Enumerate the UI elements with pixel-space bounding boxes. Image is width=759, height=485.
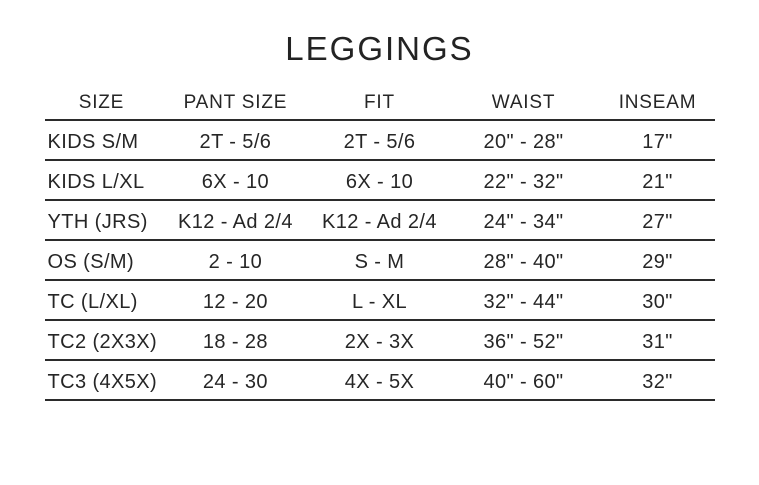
table-row xyxy=(45,360,715,400)
table-cell: 29" xyxy=(601,240,715,280)
table-cell: 21" xyxy=(601,160,715,200)
table-cell: 27" xyxy=(601,200,715,240)
table-cell: 32" - 44" xyxy=(446,280,600,320)
table-cell: 6X - 10 xyxy=(158,160,312,200)
table-cell: YTH (JRS) xyxy=(45,200,159,240)
table-cell: KIDS S/M xyxy=(45,120,159,160)
column-header-inseam: INSEAM xyxy=(601,92,715,120)
table-cell: L - XL xyxy=(312,280,446,320)
table-cell: 4X - 5X xyxy=(312,360,446,400)
column-header-pant-size: PANT SIZE xyxy=(158,92,312,120)
table-cell: 30" xyxy=(601,280,715,320)
column-header-fit: FIT xyxy=(312,92,446,120)
table-cell: KIDS L/XL xyxy=(45,160,159,200)
table-cell: 24" - 34" xyxy=(446,200,600,240)
table-cell: TC2 (2X3X) xyxy=(45,320,159,360)
table-cell: 28" - 40" xyxy=(446,240,600,280)
column-header-waist: WAIST xyxy=(446,92,600,120)
table-row xyxy=(45,280,715,320)
table-cell: 24 - 30 xyxy=(158,360,312,400)
table-body xyxy=(45,120,715,400)
table-cell: 32" xyxy=(601,360,715,400)
table-cell: TC (L/XL) xyxy=(45,280,159,320)
leggings-size-chart-table xyxy=(45,92,715,401)
table-cell: S - M xyxy=(312,240,446,280)
table-row xyxy=(45,160,715,200)
table-cell: 18 - 28 xyxy=(158,320,312,360)
table-cell: 2 - 10 xyxy=(158,240,312,280)
table-cell: K12 - Ad 2/4 xyxy=(312,200,446,240)
header-row xyxy=(45,92,715,120)
column-header-size: SIZE xyxy=(45,92,159,120)
table-cell: 2T - 5/6 xyxy=(312,120,446,160)
table-cell: 17" xyxy=(601,120,715,160)
table-row xyxy=(45,120,715,160)
table-cell: 22" - 32" xyxy=(446,160,600,200)
page-title: LEGGINGS xyxy=(285,30,474,67)
table-cell: 6X - 10 xyxy=(312,160,446,200)
table-cell: 31" xyxy=(601,320,715,360)
table-cell: 36" - 52" xyxy=(446,320,600,360)
table-cell: 12 - 20 xyxy=(158,280,312,320)
table-row xyxy=(45,320,715,360)
table-cell: 2T - 5/6 xyxy=(158,120,312,160)
table-cell: K12 - Ad 2/4 xyxy=(158,200,312,240)
table-cell: TC3 (4X5X) xyxy=(45,360,159,400)
table-cell: OS (S/M) xyxy=(45,240,159,280)
table-row xyxy=(45,200,715,240)
table-cell: 20" - 28" xyxy=(446,120,600,160)
table-cell: 40" - 60" xyxy=(446,360,600,400)
table-row xyxy=(45,240,715,280)
table-cell: 2X - 3X xyxy=(312,320,446,360)
